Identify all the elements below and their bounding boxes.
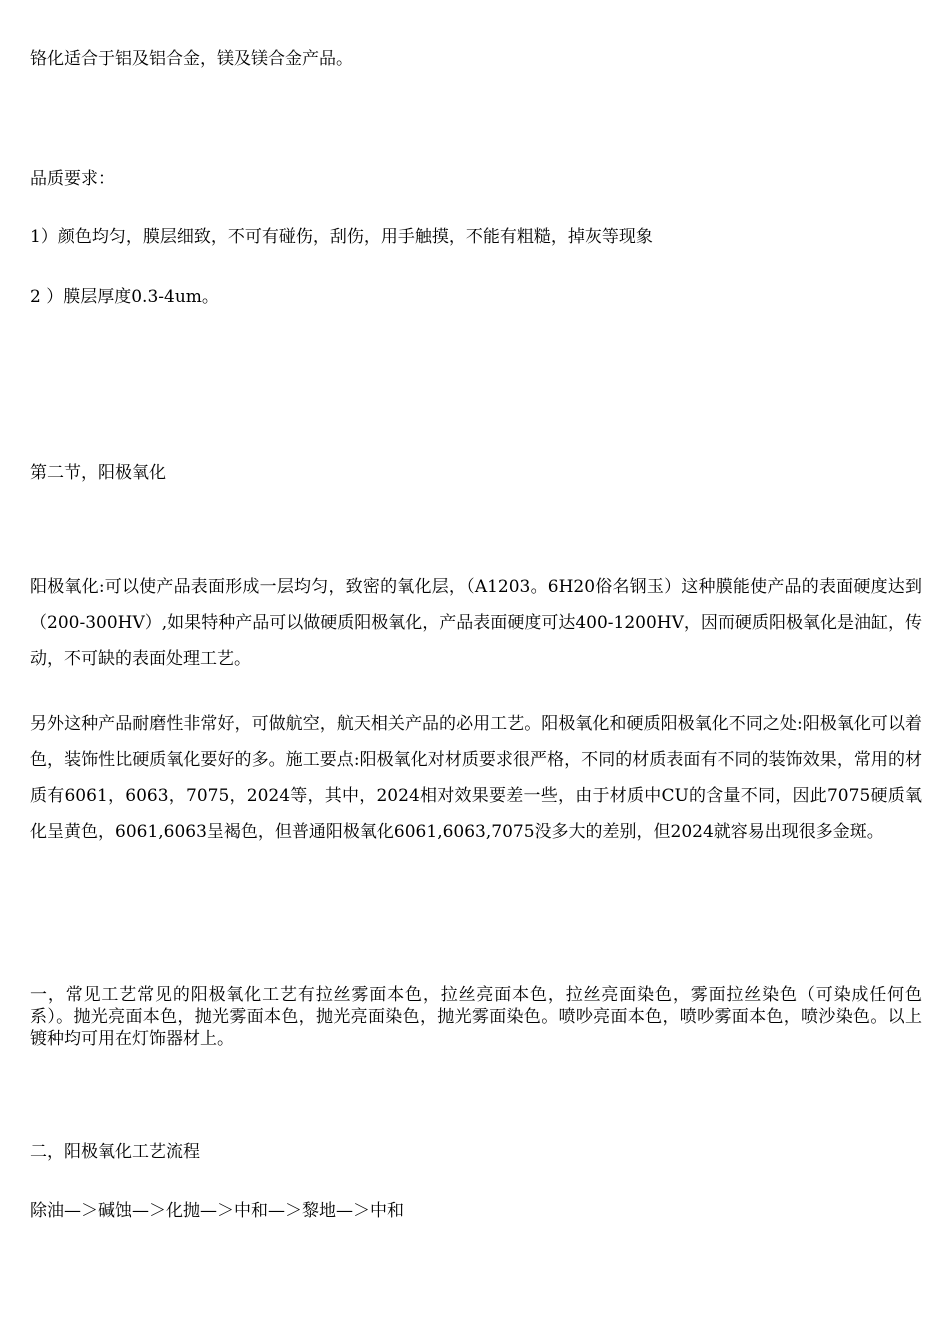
process-heading: 二，阳极氧化工艺流程: [30, 1142, 200, 1162]
section-title: 第二节，阳极氧化: [30, 463, 166, 483]
paragraph-wear-resistance: 另外这种产品耐磨性非常好，可做航空，航天相关产品的必用工艺。阳极氧化和硬质阳极氧化不同之处:阳极氧化可以着色，装饰性比硬质氧化要好的多。施工要点:阳极氧化对材质要求很严格，不同的材质表面有不同的装饰效果，常用的材质有6061，6063，7075，2024等，其中，2024相对效果要差一些，由于材质中CU的含量不同，因此7075硬质氧化呈黄色，6061,6063呈褐色，但普通阳极氧化6061,6063,7075没多大的差别，但2024就容易出现很多金斑。: [30, 714, 922, 842]
intro-line: 铬化适合于铝及铝合金，镁及镁合金产品。: [30, 49, 353, 69]
quality-heading: 品质要求：: [30, 169, 115, 189]
paragraph-common-processes: 一，常见工艺常见的阳极氧化工艺有拉丝雾面本色，拉丝亮面本色，拉丝亮面染色，雾面拉丝染色（可染成任何色系）。抛光亮面本色，抛光雾面本色，抛光亮面染色，抛光雾面染色。喷吵亮面本色，喷吵雾面本色，喷沙染色。以上镀种均可用在灯饰器材上。: [30, 985, 922, 1049]
quality-item-1: 1）颜色均匀，膜层细致，不可有碰伤，刮伤，用手触摸，不能有粗糙，掉灰等现象: [30, 227, 653, 247]
quality-item-2: 2 ）膜层厚度0.3-4um。: [30, 287, 219, 307]
paragraph-anodizing: 阳极氧化:可以使产品表面形成一层均匀，致密的氧化层，（A1203。6H20俗名钢玉）这种膜能使产品的表面硬度达到（200-300HV）,如果特种产品可以做硬质阳极氧化，产品表面硬度可达400-1200HV，因而硬质阳极氧化是油缸，传动，不可缺的表面处理工艺。: [30, 577, 922, 669]
process-flow: 除油—＞碱蚀—＞化抛—＞中和—＞黎地—＞中和: [30, 1201, 404, 1221]
